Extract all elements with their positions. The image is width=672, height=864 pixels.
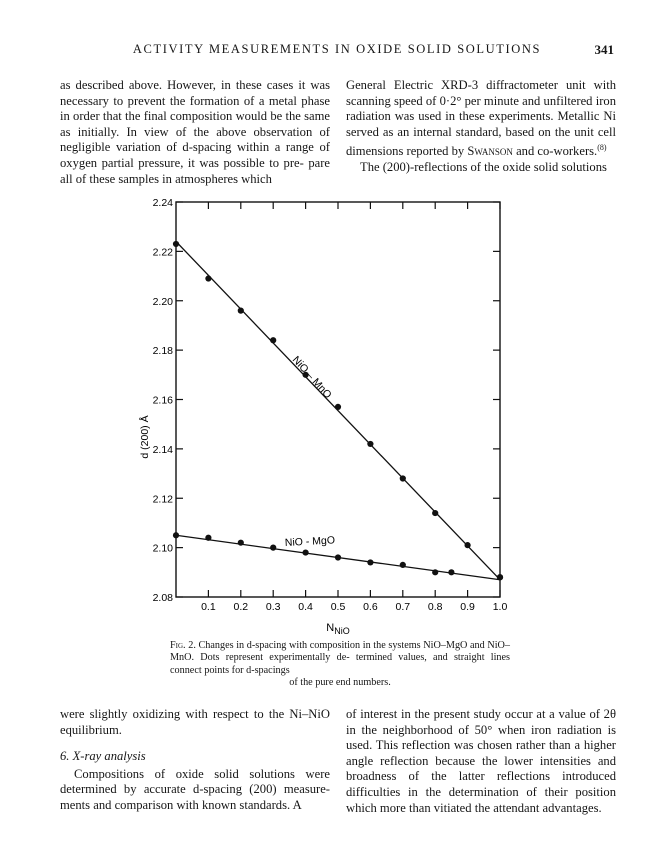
data-point-series-1: [448, 569, 454, 575]
x-tick-label: 0.2: [233, 601, 249, 613]
page-number: 341: [594, 42, 614, 57]
data-point-series-1: [367, 559, 373, 565]
annotation-nio-mgo: NiO - MgO: [284, 534, 336, 549]
data-point-series-0: [400, 475, 406, 481]
x-tick-label: 1.0: [492, 601, 508, 613]
data-point-series-0: [335, 404, 341, 410]
text-column-bottom-left: [60, 707, 330, 814]
section-heading: 6. X-ray analysis: [60, 749, 146, 764]
x-axis-label-sub: NiO: [334, 626, 350, 636]
data-point-series-1: [270, 545, 276, 551]
figure-caption: [170, 640, 510, 690]
author-name: Swanson: [467, 144, 513, 159]
x-tick-label: 0.1: [201, 601, 216, 613]
text-run: General Electric XRD-3 diffractometer unit with scanning speed of 0·2° per minute and unfiltered iron radiation was used in these experiments. Metallic Ni served as an internal standard, based on the unit cell dimensions reported by: [346, 78, 616, 159]
x-tick-label: 0.3: [265, 601, 281, 613]
y-tick-label: 2.20: [152, 295, 173, 308]
paragraph: Compositions of oxide solid solutions were determined by accurate d-spacing (200) measure- ments and comparison with known standards. A: [60, 766, 330, 812]
y-tick-label: 2.24: [152, 197, 173, 209]
data-point-series-1: [400, 562, 406, 568]
x-tick-label: 0.5: [330, 601, 346, 613]
data-point-series-0: [432, 510, 438, 516]
y-tick-label: 2.18: [152, 345, 173, 358]
caption-text: Changes in d-spacing with composition in the systems NiO–MgO and NiO–MnO. Dots represent experimentally de- termined values, and straight lines connect points for d-spacings: [170, 640, 511, 676]
x-tick-label: 0.7: [395, 601, 411, 613]
text-column-top-right: [346, 78, 616, 176]
data-point-series-0: [270, 337, 276, 343]
page-header: [60, 42, 614, 62]
y-tick-label: 2.22: [152, 246, 173, 259]
x-axis-label-main: N: [326, 622, 335, 634]
series-lines: [176, 242, 500, 580]
y-tick-label: 2.08: [152, 592, 173, 604]
data-point-series-1: [238, 540, 244, 546]
x-tick-label: 0.6: [363, 601, 378, 613]
data-point-series-0: [238, 308, 244, 314]
x-axis-label: [326, 622, 349, 636]
data-point-series-0: [205, 275, 211, 281]
reference-mark: (8): [597, 143, 607, 153]
text-column-top-left: [60, 78, 330, 187]
x-tick-label: 0.8: [427, 601, 443, 613]
series-line-0: [176, 242, 500, 580]
caption-last-line: of the pure end numbers.: [289, 677, 391, 689]
paragraph: were slightly oxidizing with respect to the Ni–NiO equilibrium.: [60, 707, 330, 737]
data-point-series-0: [173, 241, 179, 247]
y-tick-label: 2.10: [152, 542, 173, 555]
paragraph: as described above. However, in these cases it was necessary to prevent the formation of a metal phase in order that the final composition would be the same as initially. In view of the above observation of negligible variation of d-spacing within a range of oxygen partial pressure, it was possible to pre- pare all of these samples in atmospheres which: [60, 78, 330, 186]
text-run: and co-workers.: [516, 144, 598, 159]
y-tick-label: 2.16: [152, 394, 173, 407]
data-point-series-1: [335, 554, 341, 560]
paragraph: of interest in the present study occur at a value of 2θ in the neighborhood of 50° when iron radiation is used. This reflection was chosen rather than a higher angle reflection because the lower intensities and broadness of the latter reflections introduced difficulties in the determination of their position which more than vitiated the attendant advantages.: [346, 707, 616, 815]
caption-label: Fig. 2.: [170, 640, 196, 651]
annotation-nio-mno: NiO – MnO: [289, 353, 334, 402]
y-tick-label: 2.12: [152, 493, 173, 506]
data-point-series-1: [432, 569, 438, 575]
running-title: ACTIVITY MEASUREMENTS IN OXIDE SOLID SOLUTIONS: [132, 42, 542, 56]
x-tick-label: 0.4: [298, 601, 313, 613]
paragraph: The (200)-reflections of the oxide solid solutions: [360, 160, 607, 175]
data-point-series-1: [303, 549, 309, 555]
data-point-series-1: [497, 574, 503, 580]
plot-frame: [176, 202, 500, 597]
text-column-bottom-right: [346, 707, 616, 816]
data-point-series-1: [205, 535, 211, 541]
data-point-series-0: [367, 441, 373, 447]
figure: [0, 190, 672, 640]
y-axis-label: d (200) Å: [139, 415, 151, 459]
paragraph: [346, 78, 616, 160]
chart: [0, 190, 672, 640]
x-ticks: [201, 202, 507, 613]
y-tick-label: 2.14: [152, 443, 173, 456]
x-tick-label: 0.9: [460, 601, 475, 613]
data-point-series-0: [465, 542, 471, 548]
data-point-series-1: [173, 532, 179, 538]
